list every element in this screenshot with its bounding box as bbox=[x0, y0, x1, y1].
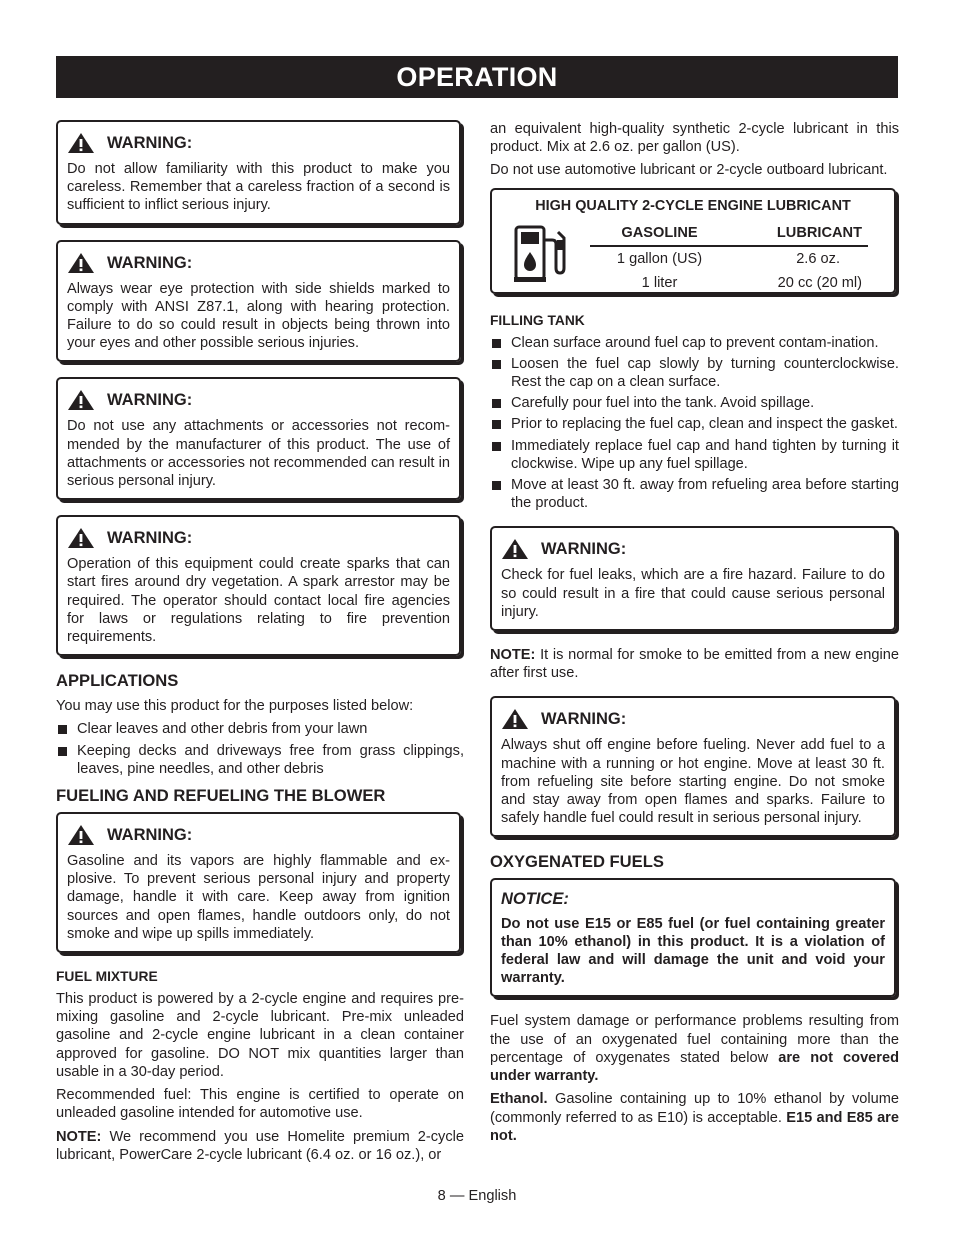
warning-box-eye-protection bbox=[56, 240, 461, 363]
lubricant-ratio-grid bbox=[590, 222, 868, 296]
warning-text: Do not allow familiarity with this product to make you careless. Remember that a careless fraction of a second is sufficient to inflict serious injury. bbox=[67, 161, 450, 214]
filling-tank-list bbox=[490, 334, 899, 513]
oxygenates-paragraph bbox=[490, 1012, 899, 1085]
page-title: OPERATION bbox=[56, 56, 898, 98]
warning-text: Operation of this equipment could create sparks that can start fires around dry vegetation. A spark arrestor may be required. The operator should contact local fire agencies for laws or regulations relating to fire prevention requirements. bbox=[67, 556, 450, 646]
lubricant-continued-paragraph: an equivalent high-quality synthetic 2-cycle lubricant in this product. Mix at 2.6 oz. per gallon (US). bbox=[490, 121, 899, 156]
fuel-pump-icon bbox=[512, 224, 568, 284]
applications-heading: APPLICATIONS bbox=[56, 671, 179, 691]
fuel-mixture-heading: FUEL MIXTURE bbox=[56, 969, 158, 985]
table-cell: 1 gallon (US) bbox=[616, 250, 703, 267]
notice-box-ethanol bbox=[490, 878, 896, 997]
right-column bbox=[490, 120, 899, 1150]
list-item: Move at least 30 ft. away from refueling area before starting the product. bbox=[490, 476, 899, 512]
warning-triangle-icon bbox=[501, 538, 529, 560]
warning-text: Check for fuel leaks, which are a fire hazard. Failure to do so could result in a fire that could cause serious personal injury. bbox=[501, 567, 885, 620]
warning-label: WARNING: bbox=[107, 826, 193, 845]
warning-text: Always shut off engine before fueling. Never add fuel to a machine with a running or hot engine. Move at least 30 ft. from refueling site before starting engine. Do not smoke and stay away from open flames and sparks. Failure to safely handle fuel could result in serious personal injury. bbox=[501, 737, 885, 827]
notice-label: NOTICE: bbox=[501, 890, 569, 909]
warning-box-familiarity bbox=[56, 120, 461, 225]
ethanol-text: Gasoline containing up to 10% ethanol by volume (commonly referred to as E10) is acceptable. bbox=[490, 1091, 899, 1126]
note-text: It is normal for smoke to be emitted from a new engine after first use. bbox=[490, 647, 899, 682]
note-label: NOTE: bbox=[490, 647, 536, 664]
table-row bbox=[590, 246, 868, 271]
ethanol-bold: E15 and E85 are not. bbox=[490, 1109, 899, 1144]
smoke-note bbox=[490, 646, 899, 682]
left-column bbox=[56, 120, 464, 1169]
note-text: We recommend you use Homelite premium 2-cycle lubricant, PowerCare 2-cycle lubricant (6.4 oz. or 16 oz.), or bbox=[56, 1128, 464, 1163]
warning-label: WARNING: bbox=[107, 529, 193, 548]
warning-box-attachments bbox=[56, 377, 461, 500]
warning-label: WARNING: bbox=[107, 253, 193, 272]
list-item: Prior to replacing the fuel cap, clean and inspect the gasket. bbox=[490, 415, 899, 433]
warning-label: WARNING: bbox=[541, 540, 627, 559]
warning-box-sparks bbox=[56, 515, 461, 656]
warning-label: WARNING: bbox=[541, 710, 627, 729]
list-item: Loosen the fuel cap slowly by turning counterclockwise. Rest the cap on a clean surface. bbox=[490, 355, 899, 391]
lubricant-note bbox=[56, 1128, 464, 1164]
table-cell: 1 liter bbox=[641, 275, 678, 292]
table-header-row bbox=[590, 222, 868, 246]
list-item: Carefully pour fuel into the tank. Avoid spillage. bbox=[490, 394, 899, 412]
automotive-lubricant-paragraph: Do not use automotive lubricant or 2-cycle outboard lubricant. bbox=[490, 162, 888, 179]
oxygenated-fuels-heading: OXYGENATED FUELS bbox=[490, 852, 664, 872]
warning-label: WARNING: bbox=[107, 134, 193, 152]
warning-box-shut-off-engine bbox=[490, 696, 896, 837]
list-item: Clear leaves and other debris from your lawn bbox=[56, 720, 464, 738]
recommended-fuel-paragraph: Recommended fuel: This engine is certified to operate on unleaded gasoline intended for automotive use. bbox=[56, 1087, 464, 1122]
list-item: Clean surface around fuel cap to prevent contam-ination. bbox=[490, 334, 899, 352]
warning-text: Gasoline and its vapors are highly flammable and ex-plosive. To prevent serious personal injury and property damage, handle it with care. Keep away from ignition sources and open flames, handle outdoors only, do not smoke and wipe up spills immediately. bbox=[67, 853, 450, 942]
table-cell: 2.6 oz. bbox=[796, 250, 840, 267]
ethanol-label: Ethanol. bbox=[490, 1091, 548, 1108]
oxygenates-bold: are not covered under warranty. bbox=[490, 1049, 900, 1085]
warning-box-gasoline bbox=[56, 812, 461, 953]
warning-triangle-icon bbox=[67, 252, 95, 274]
warning-text: Do not use any attachments or accessories not recom-mended by the manufacturer of this product. The use of attachments or accessories not recommended can result in serious personal injury. bbox=[67, 418, 450, 490]
ethanol-paragraph bbox=[490, 1090, 899, 1145]
list-item: Immediately replace fuel cap and hand tighten by turning it clockwise. Wipe up any fuel spillage. bbox=[490, 437, 899, 473]
table-row bbox=[590, 271, 868, 295]
warning-box-fuel-leaks bbox=[490, 526, 896, 631]
table-cell: 20 cc (20 ml) bbox=[777, 275, 862, 292]
applications-list bbox=[56, 720, 464, 778]
warning-triangle-icon bbox=[67, 389, 95, 411]
filling-tank-heading: FILLING TANK bbox=[490, 312, 585, 328]
notice-text: Do not use E15 or E85 fuel (or fuel containing greater than 10% ethanol) in this product. It is a violation of federal law and will damage the unit and void your warranty. bbox=[501, 915, 885, 987]
note-label: NOTE: bbox=[56, 1128, 102, 1145]
warning-triangle-icon bbox=[67, 132, 95, 154]
lubricant-table-title: HIGH QUALITY 2-CYCLE ENGINE LUBRICANT bbox=[535, 197, 851, 214]
warning-triangle-icon bbox=[67, 527, 95, 549]
list-item: Keeping decks and driveways free from grass clippings, leaves, pine needles, and other debris bbox=[56, 742, 464, 778]
fueling-heading: FUELING AND REFUELING THE BLOWER bbox=[56, 786, 386, 806]
page-footer: 8 — English bbox=[437, 1188, 517, 1204]
oxygenates-text: Fuel system damage or performance problems resulting from the use of an oxygenated fuel containing more than the percentage of oxygenates stated below bbox=[490, 1013, 899, 1066]
warning-triangle-icon bbox=[501, 708, 529, 730]
lubricant-ratio-table bbox=[490, 188, 896, 294]
column-header-lubricant: LUBRICANT bbox=[729, 222, 868, 246]
applications-intro: You may use this product for the purposes listed below: bbox=[56, 698, 414, 715]
column-header-gasoline: GASOLINE bbox=[590, 222, 729, 246]
fuel-mixture-paragraph: This product is powered by a 2-cycle engine and requires pre-mixing gasoline and 2-cycle lubricant. Pre-mix unleaded gasoline and 2-cycle engine lubricant in a clean container approved for gasoline. DO NOT mix quantities larger than usable in a 30-day period. bbox=[56, 991, 464, 1080]
warning-text: Always wear eye protection with side shields marked to comply with ANSI Z87.1, along with hearing protection. Failure to do so could result in objects being thrown into your eyes and other possible serious injuries. bbox=[67, 280, 450, 352]
warning-label: WARNING: bbox=[107, 391, 193, 410]
warning-triangle-icon bbox=[67, 824, 95, 846]
